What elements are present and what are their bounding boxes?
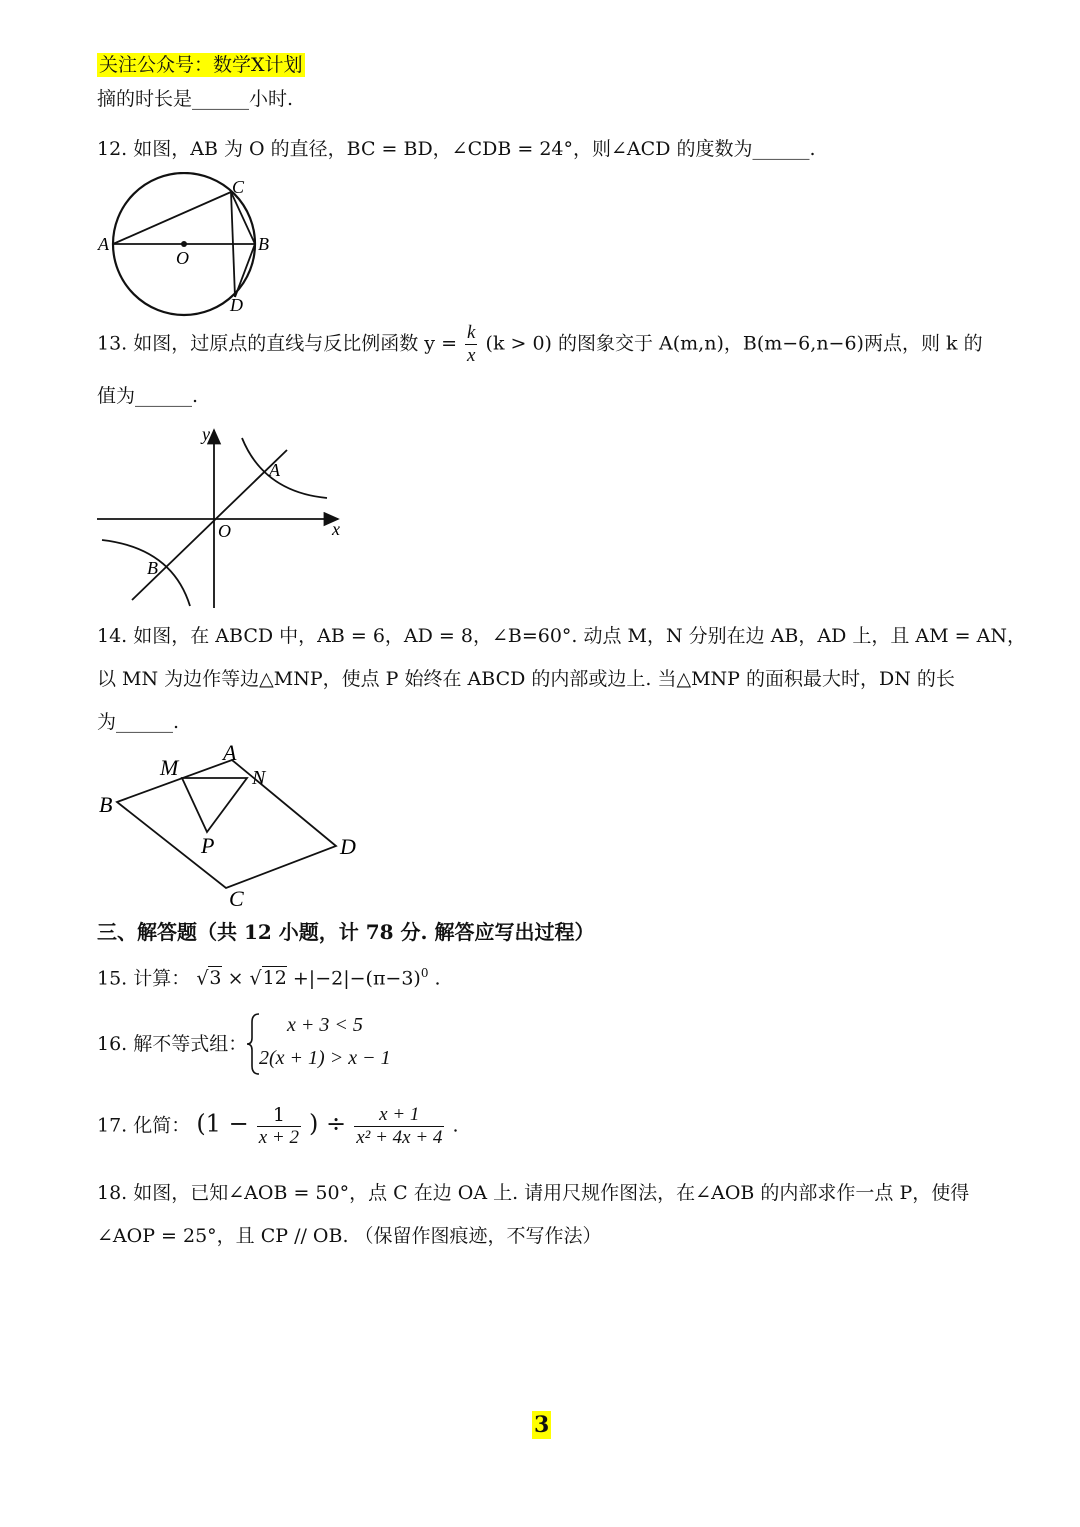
center-o-dot [181, 241, 187, 247]
label-b: B [147, 558, 158, 578]
label-p: P [201, 833, 215, 858]
label-c: C [232, 177, 245, 197]
label-b: B [99, 792, 113, 817]
page-number [532, 1412, 551, 1438]
q12-text: 12. 如图，AB 为 O 的直径，BC = BD，∠CDB = 24°，则∠ACD 的度数为______. [97, 138, 816, 160]
label-m: M [160, 755, 179, 780]
sqrt-symbol: √ [249, 967, 262, 990]
q17-f2-den: x² + 4x + 4 [356, 1127, 443, 1148]
q16-inequality-2: 2(x + 1) > x − 1 [259, 1047, 391, 1069]
label-d: D [230, 295, 243, 315]
q15-times: × [227, 967, 244, 990]
q17-prefix: 17. 化简： [97, 1114, 191, 1137]
q14-line3: 为______. [97, 711, 180, 733]
q13-line2: 值为______. [97, 385, 199, 407]
label-o: O [218, 521, 231, 541]
chord-bd [235, 244, 255, 297]
section-3-title: 三、解答题（共 12 小题，计 78 分. 解答应写出过程） [97, 920, 595, 944]
label-b: B [258, 234, 269, 254]
parallelogram-abcd [117, 760, 336, 888]
q17-f1-num: 1 [257, 1104, 301, 1127]
q15-prefix: 15. 计算： [97, 967, 191, 990]
q13-line1 [97, 322, 983, 367]
q17-close-div: ) ÷ [309, 1109, 347, 1138]
q13-suffix-text: (k > 0) 的图象交于 A(m,n)，B(m−6,n−6)两点，则 k 的 [485, 332, 983, 355]
chord-ac [113, 192, 231, 244]
q16-prefix: 16. 解不等式组： [97, 1033, 248, 1055]
label-y: y [202, 424, 210, 444]
q13-prefix: 13. 如图，过原点的直线与反比例函数 y = [97, 332, 457, 355]
sqrt-symbol: √ [196, 967, 209, 990]
q13-frac-num: k [467, 322, 476, 343]
q13-fraction [465, 322, 477, 367]
triangle-mnp [182, 778, 247, 832]
q17-open: (1 − [196, 1109, 249, 1138]
q16-inequality-1: x + 3 < 5 [287, 1014, 363, 1036]
q17-f2-num: x + 1 [354, 1104, 444, 1127]
q15-sqrt-a: 3 [209, 967, 222, 990]
q14-parallelogram-figure [92, 740, 367, 910]
label-a: A [269, 460, 280, 480]
hyperbola-branch-1 [242, 438, 327, 498]
label-n: N [252, 767, 266, 789]
q15-end: . [434, 967, 441, 990]
q11-tail: 摘的时长是______小时. [97, 88, 294, 110]
q13-frac-den: x [467, 345, 476, 366]
q13-graph-figure [92, 420, 362, 615]
q17-fraction-1 [257, 1104, 301, 1149]
q17-end: . [452, 1114, 459, 1137]
label-a: A [98, 234, 109, 254]
q18-line1: 18. 如图，已知∠AOB = 50°，点 C 在边 OA 上. 请用尺规作图法，在∠AOB 的内部求作一点 P，使得 [97, 1182, 970, 1204]
q14-line2: 以 MN 为边作等边△MNP，使点 P 始终在 ABCD 的内部或边上. 当△MNP 的面积最大时，DN 的长 [97, 668, 955, 690]
q15-sqrt-b: 12 [262, 967, 287, 990]
label-d: D [340, 834, 356, 859]
hyperbola-branch-2 [102, 540, 190, 606]
q15-rest: +|−2|−(π−3) [292, 967, 421, 990]
label-x: x [332, 519, 340, 539]
label-o: O [176, 248, 189, 268]
q17-line [97, 1104, 459, 1149]
q12-circle-figure [92, 172, 282, 317]
q17-f1-den: x + 2 [258, 1127, 299, 1148]
q14-line1: 14. 如图，在 ABCD 中，AB = 6，AD = 8，∠B=60°. 动点 M，N 分别在边 AB，AD 上，且 AM = AN， [97, 625, 1026, 647]
chord-cb [231, 192, 255, 244]
q17-fraction-2 [354, 1104, 444, 1149]
label-c: C [229, 886, 244, 910]
q15-line [97, 961, 441, 990]
q18-line2: ∠AOP = 25°，且 CP // OB. （保留作图痕迹，不写作法） [97, 1225, 602, 1247]
q15-exponent: 0 [420, 966, 429, 980]
watermark-text: 关注公众号：数学X计划 [99, 54, 303, 76]
page-number-text: 3 [534, 1412, 550, 1438]
label-a: A [223, 740, 237, 765]
watermark-banner [97, 53, 305, 77]
